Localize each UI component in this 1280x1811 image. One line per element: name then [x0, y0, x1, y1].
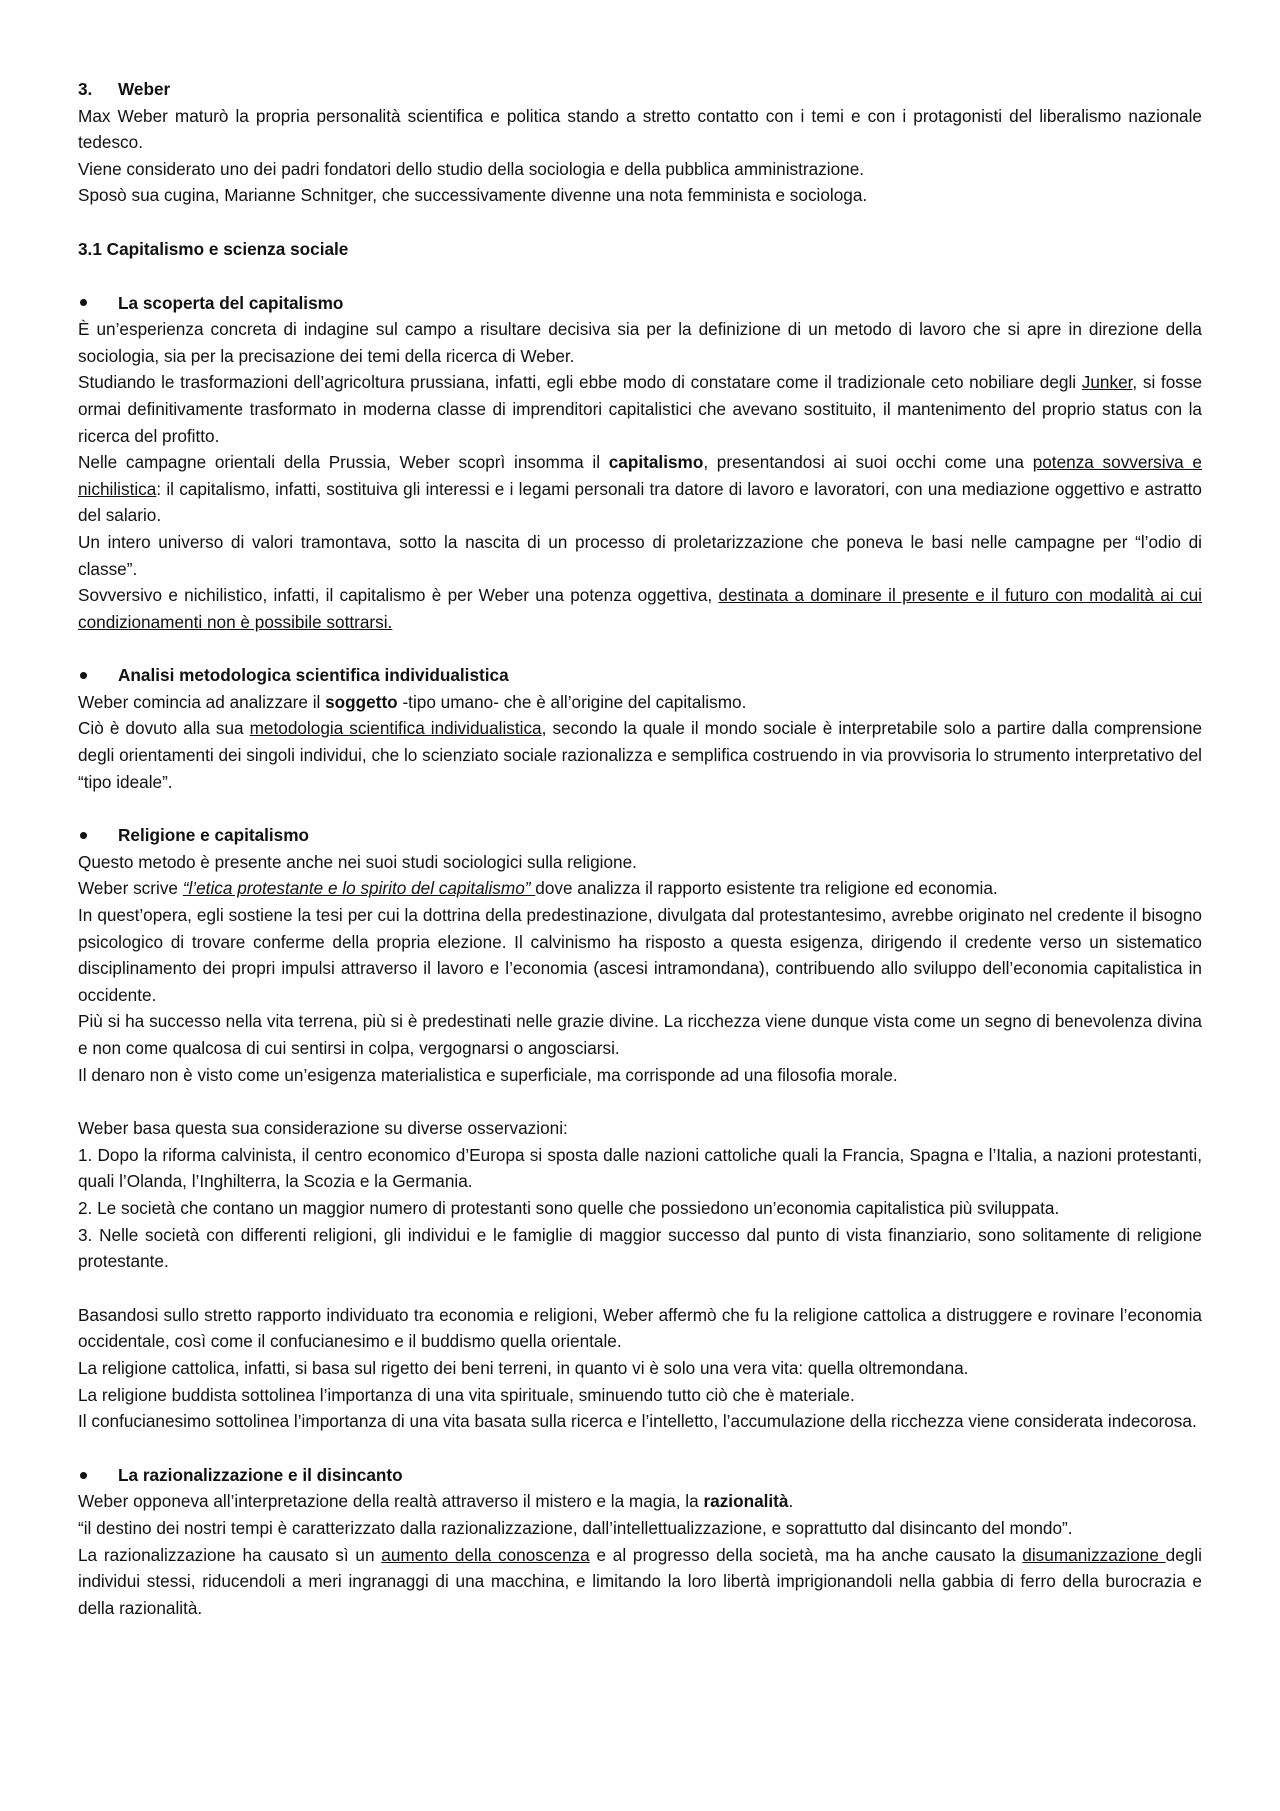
- soggetto-bold: soggetto: [325, 691, 398, 712]
- bullet-heading-analisi: [78, 662, 1202, 689]
- bullet-icon: [80, 832, 87, 839]
- religione-paragraph-4: Più si ha successo nella vita terrena, più si è predestinati nelle grazie divine. La ricchezza viene dunque vista come un segno di benevolenza divina e non come qualcosa di cui sentirsi in colpa, vergognarsi o angosciarsi.: [78, 1011, 1202, 1058]
- scoperta-paragraph-4: Un intero universo di valori tramontava, sotto la nascita di un processo di proletarizzazione che poneva le basi nelle campagne per “l’odio di classe”.: [78, 531, 1202, 579]
- intro-paragraph-1: Max Weber maturò la propria personalità scientifica e politica stando a stretto contatto con i temi e con i protagonisti del liberalismo nazionale tedesco.: [78, 105, 1202, 153]
- scoperta-paragraph-3: Nelle campagne orientali della Prussia, Weber scoprì insomma il capitalismo, presentandosi ai suoi occhi come una potenza sovversiva e nichilistica: il capitalismo, infatti, sostituiva gli interessi e i legami personali tra datore di lavoro e lavoratori, con una mediazione oggettivo e astratto del salario.: [78, 452, 1202, 526]
- religione-paragraph-2: Weber scrive “l’etica protestante e lo spirito del capitalismo” dove analizza il rapporto esistente tra religione ed economia.: [78, 878, 998, 899]
- junker-underlined: Junker: [1081, 372, 1133, 393]
- razionalita-bold: razionalità: [703, 1491, 789, 1512]
- bullet-heading-label: La razionalizzazione e il disincanto: [118, 1464, 403, 1485]
- scoperta-paragraph-2: Studiando le trasformazioni dell’agricoltura prussiana, infatti, egli ebbe modo di constatare come il tradizionale ceto nobiliare degli Junker, si fosse ormai definitivamente trasformato in moderna classe di imprenditori capitalistici che avevano sostituito, il mantenimento del proprio status con la ricerca del profitto.: [78, 372, 1202, 446]
- destinata-underlined: destinata a dominare il presente e il futuro con modalità ai cui condizionamenti non è possibile sottrarsi.: [78, 585, 1202, 632]
- capitalismo-bold: capitalismo: [608, 452, 704, 473]
- analisi-paragraph-1: Weber comincia ad analizzare il soggetto -tipo umano- che è all’origine del capitalismo.: [78, 691, 747, 712]
- bullet-icon: [80, 1472, 87, 1479]
- bullet-heading-label: La scoperta del capitalismo: [118, 292, 344, 313]
- intro-paragraph-3: Sposò sua cugina, Marianne Schnitger, che successivamente divenne una nota femminista e sociologa.: [78, 185, 868, 206]
- bullet-icon: [80, 299, 87, 306]
- observations-intro: Weber basa questa sua considerazione su diverse osservazioni:: [78, 1118, 568, 1139]
- razionalizzazione-quote: “il destino dei nostri tempi è caratterizzato dalla razionalizzazione, dall’intellettualizzazione, e soprattutto dal disincanto del mondo”.: [78, 1517, 1073, 1538]
- conclusion-paragraph-2: La religione cattolica, infatti, si basa sul rigetto dei beni terreni, in quanto vi è solo una vera vita: quella oltremondana.: [78, 1357, 969, 1378]
- subsection-title: 3.1 Capitalismo e scienza sociale: [78, 238, 349, 259]
- conclusion-paragraph-4: Il confucianesimo sottolinea l’importanza di una vita basata sulla ricerca e l’intelletto, l’accumulazione della ricchezza viene considerata indecorosa.: [78, 1411, 1197, 1432]
- observation-2: 2. Le società che contano un maggior numero di protestanti sono quelle che possiedono un’economia capitalistica più sviluppata.: [78, 1197, 1060, 1218]
- section-heading: [78, 76, 1202, 103]
- intro-paragraph-2: Viene considerato uno dei padri fondatori dello studio della sociologia e della pubblica amministrazione.: [78, 158, 865, 179]
- potenza-underlined: potenza sovversiva e nichilistica: [78, 452, 1202, 499]
- razionalizzazione-paragraph-1: Weber opponeva all’interpretazione della realtà attraverso il mistero e la magia, la razionalità.: [78, 1491, 794, 1512]
- conclusion-paragraph-3: La religione buddista sottolinea l’importanza di una vita spirituale, sminuendo tutto ciò che è materiale.: [78, 1384, 855, 1405]
- metodologia-underlined: metodologia scientifica individualistica: [249, 718, 542, 739]
- bullet-icon: [80, 672, 87, 679]
- religione-paragraph-5: Il denaro non è visto come un’esigenza materialistica e superficiale, ma corrisponde ad una filosofia morale.: [78, 1064, 898, 1085]
- bullet-heading-label: Analisi metodologica scientifica individualistica: [118, 665, 509, 686]
- bullet-heading-religione: [78, 822, 1202, 849]
- section-title: Weber: [118, 79, 171, 99]
- scoperta-paragraph-5: Sovversivo e nichilistico, infatti, il capitalismo è per Weber una potenza oggettiva, destinata a dominare il presente e il futuro con modalità ai cui condizionamenti non è possibile sottrarsi.: [78, 585, 1202, 632]
- bullet-heading-razionalizzazione: [78, 1462, 1202, 1489]
- section-number: 3.: [78, 79, 93, 99]
- bullet-heading-label: Religione e capitalismo: [118, 825, 310, 846]
- disumanizzazione-underlined: disumanizzazione: [1022, 1544, 1166, 1565]
- conclusion-paragraph-1: Basandosi sullo stretto rapporto individuato tra economia e religioni, Weber affermò che fu la religione cattolica a distruggere e rovinare l’economia occidentale, così come il confucianesimo e il buddismo quella orientale.: [78, 1304, 1202, 1352]
- scoperta-paragraph-1: È un’esperienza concreta di indagine sul campo a risultare decisiva sia per la definizione di un metodo di lavoro che si apre in direzione della sociologia, sia per la precisazione dei temi della ricerca di Weber.: [78, 319, 1202, 366]
- religione-paragraph-1: Questo metodo è presente anche nei suoi studi sociologici sulla religione.: [78, 851, 637, 872]
- razionalizzazione-paragraph-3: La razionalizzazione ha causato sì un aumento della conoscenza e al progresso della società, ma ha anche causato la disumanizzazione degli individui stessi, riducendoli a meri ingranaggi di una macchina, e limitando la loro libertà imprigionandoli nella gabbia di ferro della burocrazia e della razionalità.: [78, 1544, 1202, 1618]
- book-title-underlined: “l’etica protestante e lo spirito del capitalismo”: [182, 878, 536, 899]
- bullet-heading-scoperta: [78, 290, 1202, 317]
- aumento-underlined: aumento della conoscenza: [381, 1544, 590, 1565]
- religione-paragraph-3: In quest’opera, egli sostiene la tesi per cui la dottrina della predestinazione, divulgata dal protestantesimo, avrebbe originato nel credente il bisogno psicologico di trovare conferme della propria elezione. Il calvinismo ha risposto a questa esigenza, dirigendo il credente verso un sistematico disciplinamento dei propri impulsi attraverso il lavoro e l’economia (ascesi intramondana), contribuendo allo sviluppo dell’economia capitalistica in occidente.: [78, 905, 1202, 1005]
- observation-1: 1. Dopo la riforma calvinista, il centro economico d’Europa si sposta dalle nazioni cattoliche quali la Francia, Spagna e l’Italia, a nazioni protestanti, quali l’Olanda, l’Inghilterra, la Scozia e la Germania.: [78, 1144, 1202, 1192]
- observation-3: 3. Nelle società con differenti religioni, gli individui e le famiglie di maggior successo dal punto di vista finanziario, sono solitamente di religione protestante.: [78, 1224, 1202, 1272]
- analisi-paragraph-2: Ciò è dovuto alla sua metodologia scientifica individualistica, secondo la quale il mondo sociale è interpretabile solo a partire dalla comprensione degli orientamenti dei singoli individui, che lo scienziato sociale razionalizza e semplifica costruendo in via provvisoria lo strumento interpretativo del “tipo ideale”.: [78, 718, 1202, 792]
